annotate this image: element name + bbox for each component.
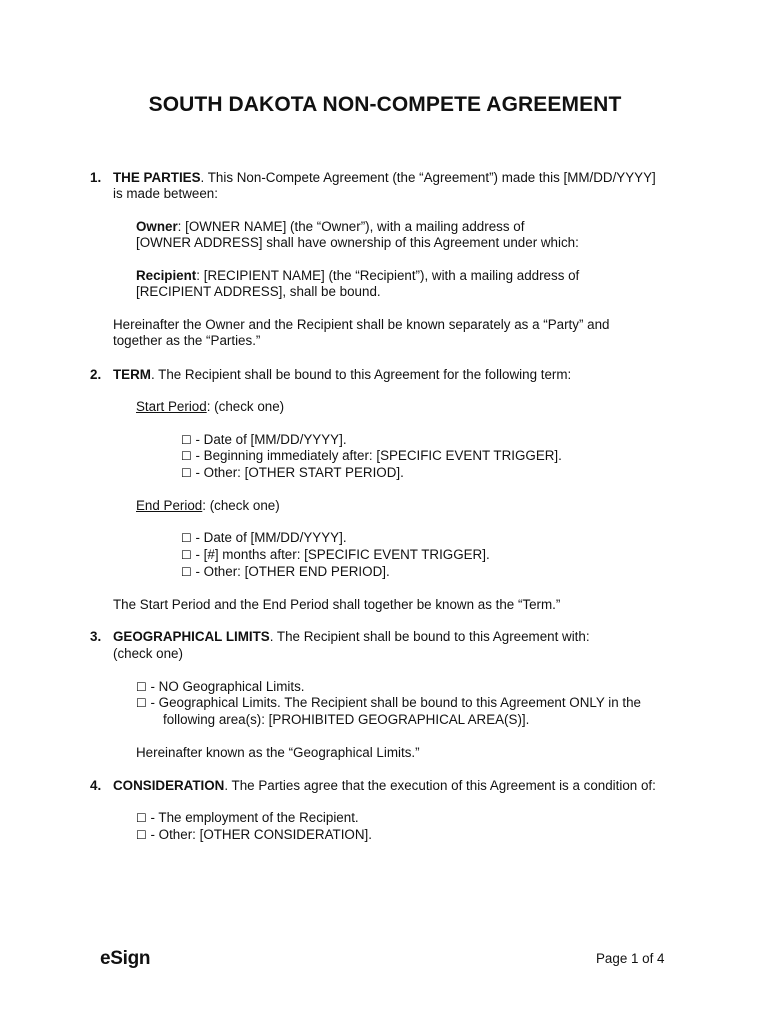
term-closing: The Start Period and the End Period shall together be known as the “Term.”: [113, 597, 561, 612]
checkbox-icon[interactable]: ☐: [136, 811, 147, 825]
checkbox-icon[interactable]: ☐: [136, 680, 147, 694]
section-geo-line2: (check one): [113, 646, 183, 661]
owner-line1: Owner: [OWNER NAME] (the “Owner”), with a mailing address of: [136, 219, 525, 234]
hereinafter-line2: together as the “Parties.”: [113, 333, 261, 348]
consideration-option-2[interactable]: ☐ - Other: [OTHER CONSIDERATION].: [136, 827, 372, 842]
section-heading: CONSIDERATION: [113, 778, 225, 793]
start-period-label: Start Period: (check one): [136, 399, 285, 414]
hereinafter-line1: Hereinafter the Owner and the Recipient shall be known separately as a “Party” and: [113, 317, 610, 332]
section-heading: THE PARTIES: [113, 170, 201, 185]
start-option-2[interactable]: ☐ - Beginning immediately after: [SPECIFIC EVENT TRIGGER].: [181, 448, 562, 463]
owner-label: Owner: [136, 219, 178, 234]
section-geo-line1: GEOGRAPHICAL LIMITS. The Recipient shall be bound to this Agreement with:: [113, 629, 590, 644]
section-number: 4.: [90, 778, 102, 793]
checkbox-icon[interactable]: ☐: [136, 828, 147, 842]
recipient-line1: Recipient: [RECIPIENT NAME] (the “Recipient”), with a mailing address of: [136, 268, 580, 283]
section-number: 3.: [90, 629, 102, 644]
checkbox-icon[interactable]: ☐: [181, 548, 192, 562]
consideration-option-1[interactable]: ☐ - The employment of the Recipient.: [136, 810, 359, 825]
document-title: SOUTH DAKOTA NON-COMPETE AGREEMENT: [148, 93, 622, 116]
checkbox-icon[interactable]: ☐: [136, 696, 147, 710]
section-term-line1: TERM. The Recipient shall be bound to this Agreement for the following term:: [113, 367, 572, 382]
checkbox-icon[interactable]: ☐: [181, 531, 192, 545]
owner-line2: [OWNER ADDRESS] shall have ownership of this Agreement under which:: [136, 235, 579, 250]
section-heading: TERM: [113, 367, 151, 382]
checkbox-icon[interactable]: ☐: [181, 433, 192, 447]
geo-option-1[interactable]: ☐ - NO Geographical Limits.: [136, 679, 305, 694]
geo-closing: Hereinafter known as the “Geographical Limits.”: [136, 745, 420, 760]
section-parties-line2: is made between:: [113, 186, 218, 201]
geo-option-2-line2: following area(s): [PROHIBITED GEOGRAPHICAL AREA(S)].: [163, 712, 530, 727]
recipient-label: Recipient: [136, 268, 197, 283]
page-number: Page 1 of 4: [596, 951, 665, 966]
end-option-3[interactable]: ☐ - Other: [OTHER END PERIOD].: [181, 564, 390, 579]
recipient-line2: [RECIPIENT ADDRESS], shall be bound.: [136, 284, 381, 299]
checkbox-icon[interactable]: ☐: [181, 565, 192, 579]
section-parties-line1: THE PARTIES. This Non-Compete Agreement (the “Agreement”) made this [MM/DD/YYYY]: [113, 170, 656, 185]
end-period-label: End Period: (check one): [136, 498, 280, 513]
end-option-1[interactable]: ☐ - Date of [MM/DD/YYYY].: [181, 530, 347, 545]
esign-logo: eSign: [100, 948, 151, 969]
section-number: 1.: [90, 170, 102, 185]
start-option-3[interactable]: ☐ - Other: [OTHER START PERIOD].: [181, 465, 404, 480]
section-heading: GEOGRAPHICAL LIMITS: [113, 629, 270, 644]
section-consideration-line1: CONSIDERATION. The Parties agree that the execution of this Agreement is a condition of:: [113, 778, 656, 793]
start-option-1[interactable]: ☐ - Date of [MM/DD/YYYY].: [181, 432, 347, 447]
checkbox-icon[interactable]: ☐: [181, 466, 192, 480]
end-option-2[interactable]: ☐ - [#] months after: [SPECIFIC EVENT TRIGGER].: [181, 547, 490, 562]
geo-option-2[interactable]: ☐ - Geographical Limits. The Recipient shall be bound to this Agreement ONLY in the: [136, 695, 642, 710]
section-number: 2.: [90, 367, 102, 382]
checkbox-icon[interactable]: ☐: [181, 449, 192, 463]
